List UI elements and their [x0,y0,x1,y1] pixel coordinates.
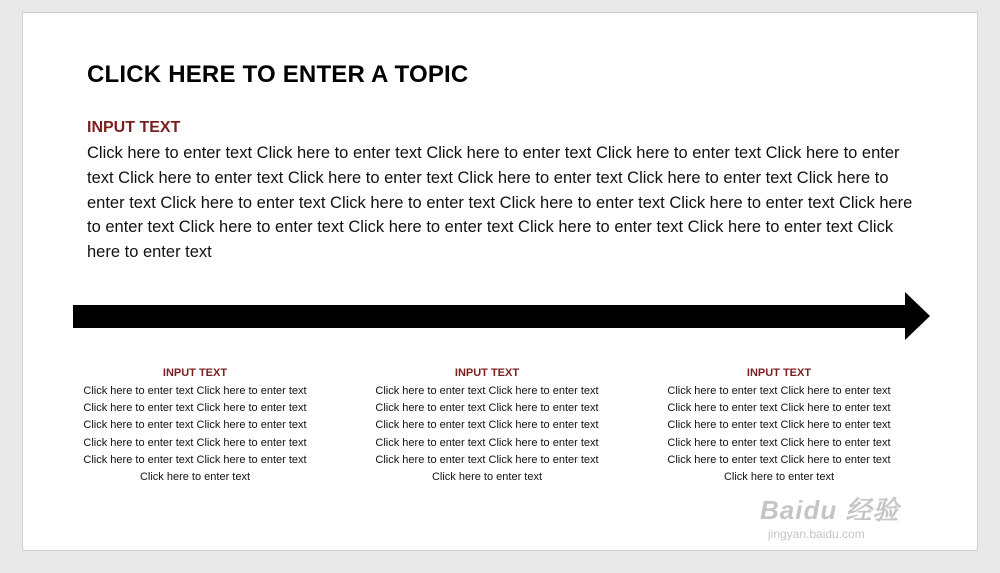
input-heading[interactable]: INPUT TEXT [87,119,181,136]
text-column-2 [374,366,600,486]
watermark-logo-text: Baidu 经验 [760,495,900,525]
column-text[interactable]: Click here to enter text Click here to enter text Click here to enter text Click here to enter text Click here to enter text Click here to enter text Click here to enter text Click here to enter text Click here to enter text Click here to enter text Click here to enter text [83,385,307,484]
column-heading[interactable]: INPUT TEXT [746,367,812,379]
text-column-1 [82,366,308,486]
text-column-3 [666,366,892,486]
slide-canvas [22,12,978,551]
input-body-text[interactable]: Click here to enter text Click here to enter text Click here to enter text Click here to enter text Click here to enter text Click here to enter text Click here to enter text Click here to enter text Click here to enter text Click here to enter text Click here to enter text Click here to enter text Click here to enter text Click here to enter text Click here to enter text Click here to enter text Click here to enter text Click here to enter text Click here to enter text Click here to enter text [87,144,913,262]
column-heading[interactable]: INPUT TEXT [454,367,520,379]
column-text[interactable]: Click here to enter text Click here to enter text Click here to enter text Click here to enter text Click here to enter text Click here to enter text Click here to enter text Click here to enter text Click here to enter text Click here to enter text Click here to enter text [375,385,599,484]
column-text[interactable]: Click here to enter text Click here to enter text Click here to enter text Click here to enter text Click here to enter text Click here to enter text Click here to enter text Click here to enter text Click here to enter text Click here to enter text Click here to enter text [667,385,891,484]
watermark-url: jingyan.baidu.com [768,527,865,541]
right-arrow-icon[interactable] [73,292,931,342]
topic-title[interactable]: CLICK HERE TO ENTER A TOPIC [87,61,469,88]
column-heading[interactable]: INPUT TEXT [162,367,228,379]
